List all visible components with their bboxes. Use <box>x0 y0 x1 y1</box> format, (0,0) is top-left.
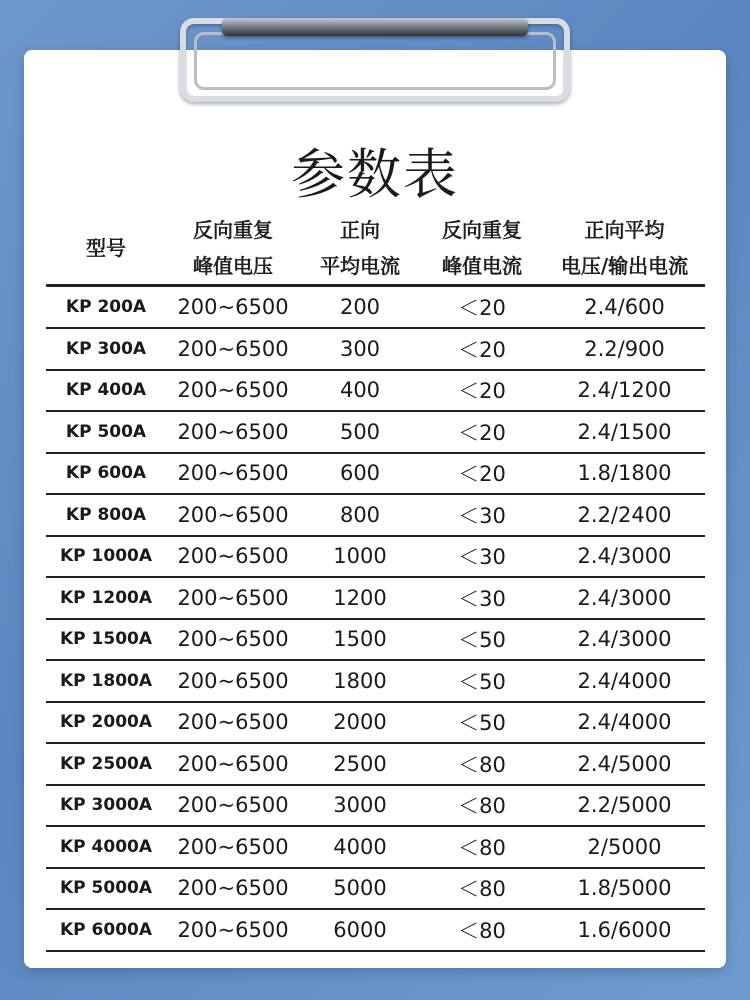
cell-forward-avg-current: 4000 <box>300 826 420 868</box>
cell-reverse-peak-voltage: 200~6500 <box>166 909 300 951</box>
header-line1: 反向重复 <box>442 218 522 242</box>
cell-forward-voltage-output: 2/5000 <box>544 826 705 868</box>
header-line2: 峰值电流 <box>442 254 522 278</box>
cell-forward-avg-current: 200 <box>300 286 420 329</box>
cell-forward-voltage-output: 2.4/600 <box>544 286 705 329</box>
table-header-row <box>46 212 705 286</box>
cell-model: KP 1800A <box>46 660 166 702</box>
cell-model: KP 200A <box>46 286 166 329</box>
cell-model: KP 3000A <box>46 785 166 827</box>
cell-forward-voltage-output: 2.4/5000 <box>544 743 705 785</box>
cell-reverse-peak-voltage: 200~6500 <box>166 826 300 868</box>
cell-reverse-peak-voltage: 200~6500 <box>166 577 300 619</box>
cell-forward-avg-current: 3000 <box>300 785 420 827</box>
cell-reverse-peak-voltage: 200~6500 <box>166 660 300 702</box>
cell-forward-avg-current: 1500 <box>300 619 420 661</box>
cell-reverse-peak-voltage: 200~6500 <box>166 370 300 412</box>
header-line1: 正向 <box>340 218 380 242</box>
cell-model: KP 300A <box>46 328 166 370</box>
cell-reverse-peak-current: ＜30 <box>420 577 544 619</box>
table-row <box>46 411 705 453</box>
cell-model: KP 6000A <box>46 909 166 951</box>
cell-forward-voltage-output: 2.4/3000 <box>544 619 705 661</box>
cell-reverse-peak-current: ＜50 <box>420 702 544 744</box>
table-row <box>46 826 705 868</box>
cell-reverse-peak-current: ＜20 <box>420 411 544 453</box>
header-reverse-peak-voltage <box>166 212 300 286</box>
cell-forward-avg-current: 300 <box>300 328 420 370</box>
cell-forward-voltage-output: 2.4/4000 <box>544 660 705 702</box>
table-row <box>46 868 705 910</box>
table-row <box>46 743 705 785</box>
table-row <box>46 453 705 495</box>
cell-model: KP 4000A <box>46 826 166 868</box>
cell-model: KP 1500A <box>46 619 166 661</box>
cell-forward-voltage-output: 1.6/6000 <box>544 909 705 951</box>
cell-model: KP 5000A <box>46 868 166 910</box>
cell-reverse-peak-current: ＜50 <box>420 619 544 661</box>
cell-reverse-peak-current: ＜80 <box>420 868 544 910</box>
header-model <box>46 212 166 286</box>
table-row <box>46 494 705 536</box>
cell-reverse-peak-current: ＜80 <box>420 785 544 827</box>
cell-model: KP 600A <box>46 453 166 495</box>
cell-reverse-peak-current: ＜20 <box>420 453 544 495</box>
cell-model: KP 500A <box>46 411 166 453</box>
cell-forward-voltage-output: 2.4/3000 <box>544 577 705 619</box>
cell-forward-voltage-output: 2.4/4000 <box>544 702 705 744</box>
cell-forward-voltage-output: 2.4/1200 <box>544 370 705 412</box>
cell-forward-avg-current: 500 <box>300 411 420 453</box>
cell-reverse-peak-voltage: 200~6500 <box>166 286 300 329</box>
cell-forward-voltage-output: 1.8/1800 <box>544 453 705 495</box>
cell-forward-avg-current: 2500 <box>300 743 420 785</box>
cell-model: KP 400A <box>46 370 166 412</box>
page-title: 参数表 <box>291 143 459 206</box>
table-row <box>46 536 705 578</box>
cell-reverse-peak-voltage: 200~6500 <box>166 743 300 785</box>
header-forward-voltage-output <box>544 212 705 286</box>
cell-model: KP 800A <box>46 494 166 536</box>
cell-forward-avg-current: 800 <box>300 494 420 536</box>
header-line2: 峰值电压 <box>193 254 273 278</box>
table-row <box>46 370 705 412</box>
cell-reverse-peak-voltage: 200~6500 <box>166 411 300 453</box>
cell-reverse-peak-voltage: 200~6500 <box>166 536 300 578</box>
table-row <box>46 328 705 370</box>
cell-forward-voltage-output: 2.2/2400 <box>544 494 705 536</box>
cell-forward-voltage-output: 2.2/5000 <box>544 785 705 827</box>
table-row <box>46 785 705 827</box>
header-model-label: 型号 <box>86 236 126 260</box>
parameter-table <box>46 212 705 952</box>
cell-forward-avg-current: 1200 <box>300 577 420 619</box>
cell-forward-avg-current: 6000 <box>300 909 420 951</box>
cell-forward-voltage-output: 2.4/3000 <box>544 536 705 578</box>
cell-forward-avg-current: 2000 <box>300 702 420 744</box>
cell-forward-voltage-output: 2.2/900 <box>544 328 705 370</box>
header-forward-avg-current <box>300 212 420 286</box>
clipboard-clip-inner <box>194 32 556 90</box>
cell-model: KP 1000A <box>46 536 166 578</box>
cell-reverse-peak-current: ＜30 <box>420 494 544 536</box>
cell-reverse-peak-voltage: 200~6500 <box>166 494 300 536</box>
table-row <box>46 909 705 951</box>
table-row <box>46 702 705 744</box>
clipboard-clip-bar <box>222 18 528 36</box>
cell-reverse-peak-voltage: 200~6500 <box>166 453 300 495</box>
cell-reverse-peak-voltage: 200~6500 <box>166 328 300 370</box>
cell-forward-voltage-output: 1.8/5000 <box>544 868 705 910</box>
cell-reverse-peak-current: ＜30 <box>420 536 544 578</box>
header-line2: 平均电流 <box>320 254 400 278</box>
table-row <box>46 286 705 329</box>
cell-reverse-peak-current: ＜80 <box>420 909 544 951</box>
cell-reverse-peak-current: ＜20 <box>420 370 544 412</box>
cell-forward-avg-current: 400 <box>300 370 420 412</box>
cell-reverse-peak-current: ＜50 <box>420 660 544 702</box>
cell-reverse-peak-current: ＜20 <box>420 328 544 370</box>
header-line1: 反向重复 <box>193 218 273 242</box>
cell-reverse-peak-voltage: 200~6500 <box>166 785 300 827</box>
cell-model: KP 2500A <box>46 743 166 785</box>
header-reverse-peak-current <box>420 212 544 286</box>
table-row <box>46 619 705 661</box>
cell-reverse-peak-voltage: 200~6500 <box>166 619 300 661</box>
cell-forward-avg-current: 5000 <box>300 868 420 910</box>
header-line1: 正向平均 <box>584 218 665 242</box>
cell-reverse-peak-current: ＜80 <box>420 743 544 785</box>
cell-forward-avg-current: 1000 <box>300 536 420 578</box>
header-line2: 电压/输出电流 <box>560 254 689 278</box>
cell-forward-voltage-output: 2.4/1500 <box>544 411 705 453</box>
cell-reverse-peak-current: ＜20 <box>420 286 544 329</box>
cell-reverse-peak-current: ＜80 <box>420 826 544 868</box>
table-row <box>46 577 705 619</box>
cell-forward-avg-current: 1800 <box>300 660 420 702</box>
table-row <box>46 660 705 702</box>
cell-reverse-peak-voltage: 200~6500 <box>166 702 300 744</box>
cell-model: KP 2000A <box>46 702 166 744</box>
cell-reverse-peak-voltage: 200~6500 <box>166 868 300 910</box>
cell-model: KP 1200A <box>46 577 166 619</box>
cell-forward-avg-current: 600 <box>300 453 420 495</box>
